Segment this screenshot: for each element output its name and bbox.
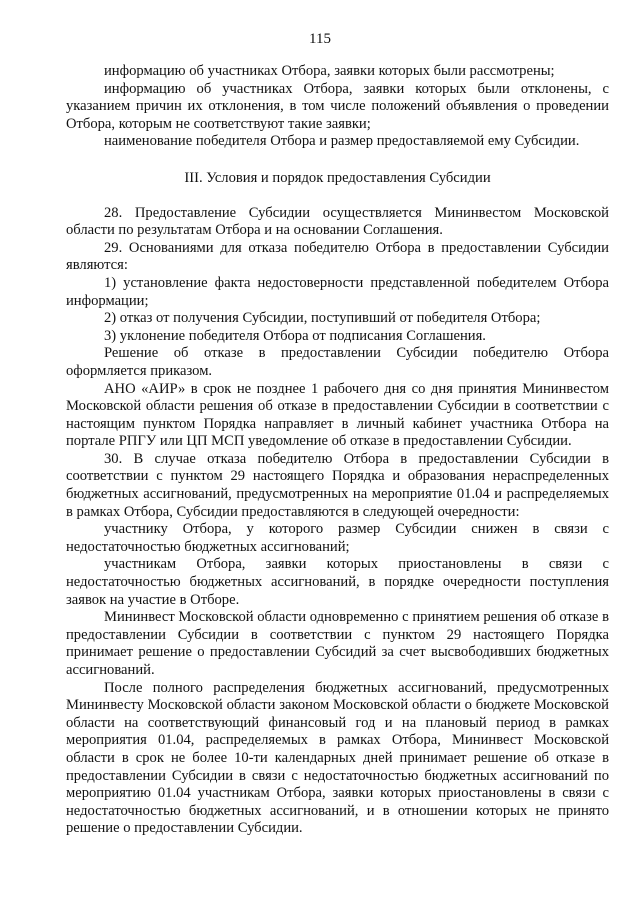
paragraph-30-item-1: участнику Отбора, у которого размер Субсидии снижен в связи с недостаточностью бюджетных ассигнований; (66, 521, 609, 555)
page-number: 115 (309, 31, 331, 47)
paragraph-intro-2: информацию об участниках Отбора, заявки которых были отклонены, с указанием причин их отклонения, в том числе положений объявления о проведении Отбора, которым не соответствуют такие заявки; (66, 80, 609, 132)
paragraph-29: 29. Основаниями для отказа победителю Отбора в предоставлении Субсидии являются: (66, 239, 609, 274)
paragraph-decision: Решение об отказе в предоставлении Субсидии победителю Отбора оформляется приказом. (66, 345, 609, 379)
paragraph-final-distribution: После полного распределения бюджетных ассигнований, предусмотренных Мининвесту Московской области законом Московской области о бюджете Московской области на соответствующий финансовый год и на плановый период в рамках мероприятия 01.04, распределяемых в рамках Отбора, Мининвест Московской области в срок не более 10-ти календарных дней принимает решение об отказе в предоставлении Субсидии в связи с недостаточностью бюджетных ассигнований по мероприятию 01.04 участникам Отбора, заявки которых приостановлены в связи с недостаточностью бюджетных ассигнований, и в отношении которых не принято решение о предоставлении Субсидии. (66, 679, 609, 837)
paragraph-notification: АНО «АИР» в срок не позднее 1 рабочего дня со дня принятия Мининвестом Московской области решения об отказе в предоставлении Субсидии в соответствии с настоящим пунктом Порядка направляет в личный кабинет участника Отбора на портале РПГУ или ЦП МСП уведомление об отказе в предоставлении Субсидии. (66, 380, 609, 450)
paragraph-intro-3: наименование победителя Отбора и размер предоставляемой ему Субсидии. (104, 133, 580, 150)
document-body (66, 63, 609, 838)
paragraph-simultaneous-decision: Мининвест Московской области одновременно с принятием решения об отказе в предоставлении Субсидии в соответствии с пунктом 29 настоящего Порядка принимает решение о предоставлении Субсидий за счет высвободивших бюджетных ассигнований. (66, 609, 609, 678)
paragraph-intro-1: информацию об участниках Отбора, заявки которых были рассмотрены; (104, 63, 555, 79)
paragraph-30-item-2: участникам Отбора, заявки которых приостановлены в связи с недостаточностью бюджетных ассигнований, в порядке очередности поступления заявок на участие в Отборе. (66, 556, 609, 608)
paragraph-29-item-2: 2) отказ от получения Субсидии, поступивший от победителя Отбора; (104, 310, 541, 327)
paragraph-29-item-3: 3) уклонение победителя Отбора от подписания Соглашения. (104, 327, 486, 344)
paragraph-28: 28. Предоставление Субсидии осуществляется Мининвестом Московской области по результатам Отбора и на основании Соглашения. (66, 204, 609, 239)
paragraph-29-item-1: 1) установление факта недостоверности представленной победителем Отбора информации; (66, 274, 609, 309)
paragraph-30: 30. В случае отказа победителю Отбора в предоставлении Субсидии в соответствии с пунктом 29 настоящего Порядка и образования нераспределенных бюджетных ассигнований, предусмотренных на мероприятие 01.04 и распределяемых в рамках Отбора, Субсидии предоставляются в следующей очередности: (66, 450, 609, 520)
section-heading: III. Условия и порядок предоставления Субсидии (184, 169, 491, 186)
